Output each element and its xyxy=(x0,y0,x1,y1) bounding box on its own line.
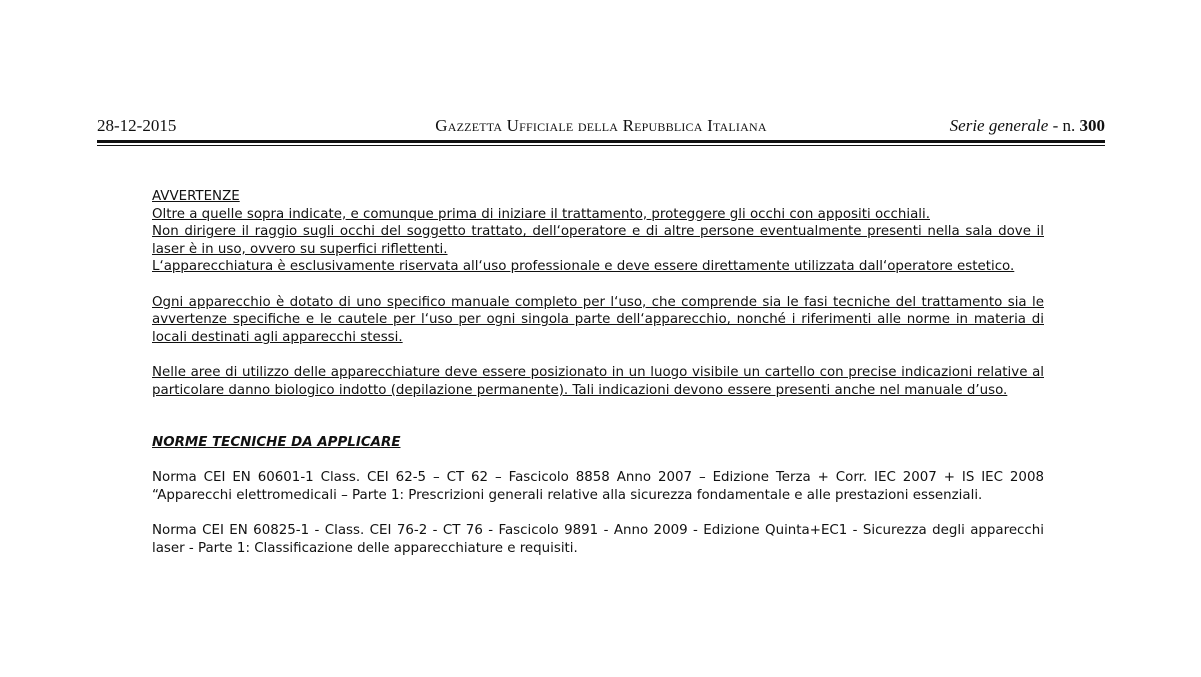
norme-heading: NORME TECNICHE DA APPLICARE xyxy=(152,435,401,451)
avvertenze-paragraph-5: Nelle aree di utilizzo delle apparecchiature deve essere posizionato in un luogo visibile un cartello con precise indicazioni relative al particolare danno biologico indotto (depilazione permanente). Tali indicazioni devono essere presenti anche nel manuale d’uso. xyxy=(152,364,1044,398)
avvertenze-paragraph-1: Oltre a quelle sopra indicate, e comunque prima di iniziare il trattamento, proteggere gli occhi con appositi occhiali. xyxy=(152,206,930,222)
header-date: 28-12-2015 xyxy=(97,116,177,135)
avvertenze-paragraph-3: L‘apparecchiatura è esclusivamente riservata all‘uso professionale e deve essere direttamente utilizzata dall‘operatore estetico. xyxy=(152,259,1015,275)
header-serie-number: 300 xyxy=(1079,116,1105,135)
norme-item-2: Norma CEI EN 60825-1 - Class. CEI 76-2 - CT 76 - Fascicolo 9891 - Anno 2009 - Edizione Quinta+EC1 - Sicurezza degli apparecchi laser - Parte 1: Classificazione delle apparecchiature e requisiti. xyxy=(152,523,1044,556)
document-body xyxy=(152,188,1044,557)
page-header xyxy=(97,116,1105,138)
spacer xyxy=(152,346,1044,364)
header-title: Gazzetta Ufficiale della Repubblica Italiana xyxy=(435,116,767,135)
header-rule-thin xyxy=(97,145,1105,146)
avvertenze-heading: AVVERTENZE xyxy=(152,189,240,204)
avvertenze-paragraph-4: Ogni apparecchio è dotato di uno specifico manuale completo per l‘uso, che comprende sia le fasi tecniche del trattamento sia le avvertenze specifiche e le cautele per l‘uso per ogni singola parte dell‘apparecchio, nonché i riferimenti alle norme in materia di locali destinati agli apparecchi stessi. xyxy=(152,294,1044,345)
norme-item-1: Norma CEI EN 60601-1 Class. CEI 62-5 – CT 62 – Fascicolo 8858 Anno 2007 – Edizione Terza + Corr. IEC 2007 + IS IEC 2008 “Apparecchi elettromedicali – Parte 1: Prescrizioni generali relative alla sicurezza fondamentale e alle prestazioni essenziali. xyxy=(152,470,1044,503)
header-serie xyxy=(950,116,1105,136)
avvertenze-paragraph-2: Non dirigere il raggio sugli occhi del soggetto trattato, dell‘operatore e di altre persone eventualmente presenti nella sala dove il laser è in uso, ovvero su superfici riflettenti. xyxy=(152,224,1044,257)
header-serie-sep: - n. xyxy=(1048,116,1080,135)
header-serie-label: Serie generale xyxy=(949,116,1049,135)
spacer xyxy=(152,276,1044,294)
spacer xyxy=(152,399,1044,434)
header-rule-thick xyxy=(97,140,1105,143)
spacer xyxy=(152,505,1044,523)
spacer xyxy=(152,452,1044,470)
